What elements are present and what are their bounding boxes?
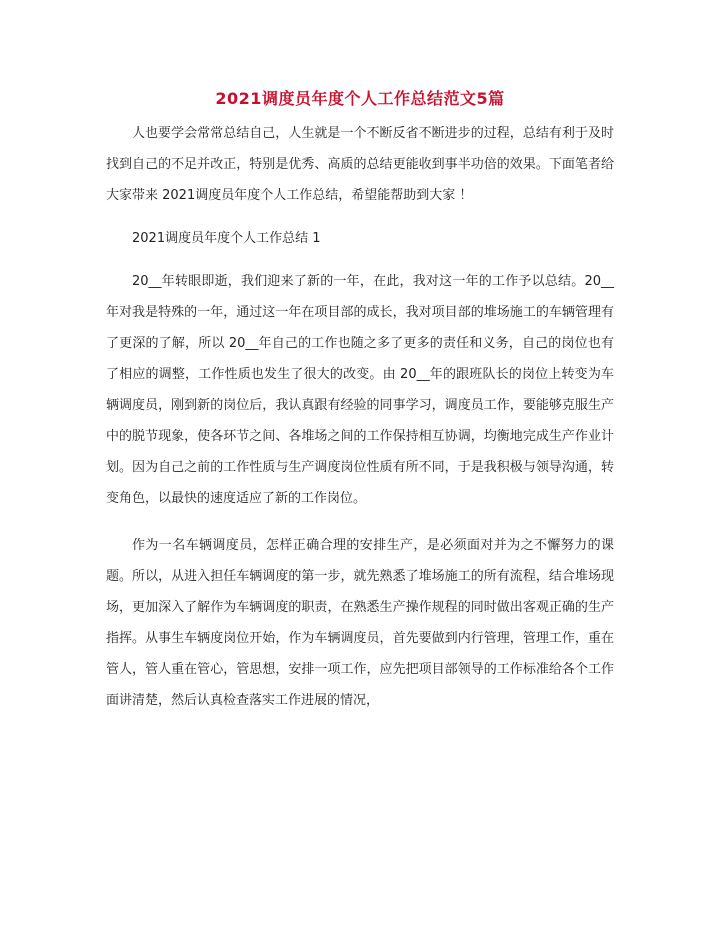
body-paragraph-2: 作为一名车辆调度员，怎样正确合理的安排生产，是必须面对并为之不懈努力的课题。所以，从进入担任车辆调度的第一步，就先熟悉了堆场施工的所有流程，结合堆场现场，更加深入了解作为车辆调度的职责，在熟悉生产操作规程的同时做出客观正确的生产指挥。从事生车辆度岗位开始，作为车辆调度员，首先要做到内行管理，管理工作，重在管人，管人重在管心，管思想，安排一项工作，应先把项目部领导的工作标准给各个工作面讲清楚，然后认真检查落实工作进展的情况，: [106, 538, 614, 708]
section-heading: 2021调度员年度个人工作总结 1: [132, 231, 321, 246]
document-title: 2021调度员年度个人工作总结范文5篇: [215, 89, 505, 108]
intro-paragraph: 人也要学会常常总结自己，人生就是一个不断反省不断进步的过程，总结有利于及时找到自己的不足并改正，特别是优秀、高质的总结更能收到事半功倍的效果。下面笔者给大家带来 2021调度员年度个人工作总结，希望能帮助到大家 ！: [106, 126, 614, 203]
body-paragraph-1: 20__年转眼即逝，我们迎来了新的一年，在此，我对这一年的工作予以总结。20__年对我是特殊的一年，通过这一年在项目部的成长，我对项目部的堆场施工的车辆管理有了更深的了解，所以 20__年自己的工作也随之多了更多的责任和义务，自己的岗位也有了相应的调整，工作性质也发生了很大的改变。由 20__年的跟班队长的岗位上转变为车辆调度员，刚到新的岗位后，我认真跟有经验的同事学习，调度员工作，要能够克服生产中的脱节现象，使各环节之间、各堆场之间的工作保持相互协调，均衡地完成生产作业计划。因为自己之前的工作性质与生产调度岗位性质有所不同，于是我积极与领导沟通，转变角色，以最快的速度适应了新的工作岗位。: [106, 274, 614, 506]
document-body: [106, 118, 614, 716]
